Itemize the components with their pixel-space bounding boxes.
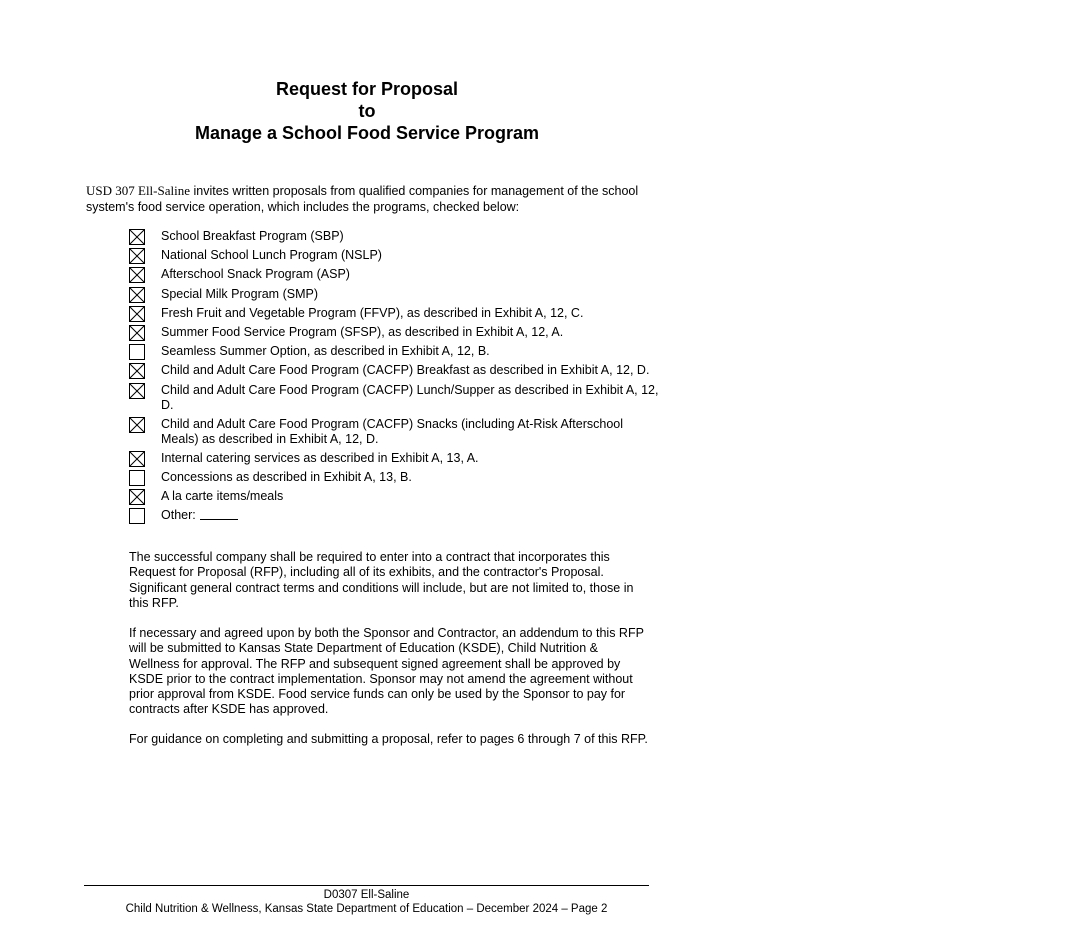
checklist-item-label: Special Milk Program (SMP) (161, 286, 318, 301)
guidance-paragraph: For guidance on completing and submitting a proposal, refer to pages 6 through 7 of this RFP. (129, 732, 648, 746)
checklist-item-label: Summer Food Service Program (SFSP), as described in Exhibit A, 12, A. (161, 324, 564, 339)
footer-divider (84, 885, 649, 886)
unchecked-box-icon (129, 470, 145, 486)
checklist-item (129, 267, 659, 283)
checklist-item-label: Seamless Summer Option, as described in Exhibit A, 12, B. (161, 344, 490, 359)
x-mark-icon (130, 418, 144, 432)
title-line-1: Request for Proposal (275, 79, 459, 99)
contract-paragraph: The successful company shall be required to enter into a contract that incorporates this Request for Proposal (RFP), including all of its exhibits, and the contractor's Proposal. Significant general contract terms and conditions will include, but are not limited to, those in this RFP. (129, 550, 634, 610)
checked-box-icon (129, 267, 145, 283)
x-mark-icon (130, 490, 144, 504)
checklist-item (129, 508, 659, 524)
x-mark-icon (130, 268, 144, 282)
checklist-item (129, 325, 659, 341)
checked-box-icon (129, 325, 145, 341)
checklist-item (129, 344, 659, 360)
checked-box-icon (129, 417, 145, 433)
checked-box-icon (129, 451, 145, 467)
x-mark-icon (130, 230, 144, 244)
program-checklist (129, 229, 659, 528)
checked-box-icon (129, 489, 145, 505)
checklist-item-label: School Breakfast Program (SBP) (161, 229, 344, 243)
checklist-item (129, 306, 659, 322)
intro-paragraph (86, 183, 656, 215)
unchecked-box-icon (129, 344, 145, 360)
x-mark-icon (130, 364, 144, 378)
x-mark-icon (130, 326, 144, 340)
page-footer (84, 888, 649, 916)
checklist-item (129, 470, 659, 486)
checklist-item (129, 451, 659, 467)
checklist-item-label: Other: (161, 508, 196, 523)
checklist-item (129, 248, 659, 264)
unchecked-box-icon (129, 508, 145, 524)
title-line-2: to (358, 101, 376, 121)
checklist-item (129, 287, 659, 303)
x-mark-icon (130, 452, 144, 466)
footer-department: Child Nutrition & Wellness, Kansas State Department of Education – December 2024 – Page 2 (125, 903, 608, 915)
checklist-item-label: Concessions as described in Exhibit A, 13, B. (161, 470, 412, 485)
district-name: USD 307 Ell-Saline (86, 183, 190, 198)
x-mark-icon (130, 384, 144, 398)
checked-box-icon (129, 363, 145, 379)
checklist-item-label: National School Lunch Program (NSLP) (161, 248, 382, 263)
checklist-item (129, 489, 659, 505)
checklist-item (129, 229, 659, 245)
other-blank-line (200, 508, 238, 520)
checklist-item-label: Child and Adult Care Food Program (CACFP) Breakfast as described in Exhibit A, 12, D. (161, 363, 650, 378)
checklist-item-label: Internal catering services as described in Exhibit A, 13, A. (161, 450, 479, 465)
x-mark-icon (130, 288, 144, 302)
checked-box-icon (129, 306, 145, 322)
checklist-item-label: Fresh Fruit and Vegetable Program (FFVP), as described in Exhibit A, 12, C. (161, 305, 584, 320)
checklist-item (129, 363, 659, 379)
document-title (84, 78, 650, 144)
checked-box-icon (129, 248, 145, 264)
footer-district: D0307 Ell-Saline (323, 889, 410, 901)
checklist-item-label: Child and Adult Care Food Program (CACFP) Snacks (including At-Risk Afterschool Meals) as described in Exhibit A, 12, D. (161, 416, 623, 447)
x-mark-icon (130, 307, 144, 321)
intro-text: invites written proposals from qualified companies for management of the school system's food service operation, which includes the programs, checked below: (86, 184, 639, 214)
checked-box-icon (129, 287, 145, 303)
checklist-item (129, 417, 659, 448)
addendum-paragraph: If necessary and agreed upon by both the Sponsor and Contractor, an addendum to this RFP will be submitted to Kansas State Department of Education (KSDE), Child Nutrition & Wellness for approval. The RFP and subsequent signed agreement shall be approved by KSDE prior to the contract implementation. Sponsor may not amend the agreement without prior approval from KSDE. Food service funds can only be used by the Sponsor to pay for contracts after KSDE has approved. (129, 626, 644, 717)
checklist-item-label: A la carte items/meals (161, 489, 284, 504)
checked-box-icon (129, 229, 145, 245)
checklist-item (129, 383, 659, 414)
checklist-item-label: Child and Adult Care Food Program (CACFP) Lunch/Supper as described in Exhibit A, 12, D. (161, 382, 659, 412)
title-line-3: Manage a School Food Service Program (194, 123, 540, 143)
x-mark-icon (130, 249, 144, 263)
checked-box-icon (129, 383, 145, 399)
checklist-item-label: Afterschool Snack Program (ASP) (161, 267, 350, 282)
